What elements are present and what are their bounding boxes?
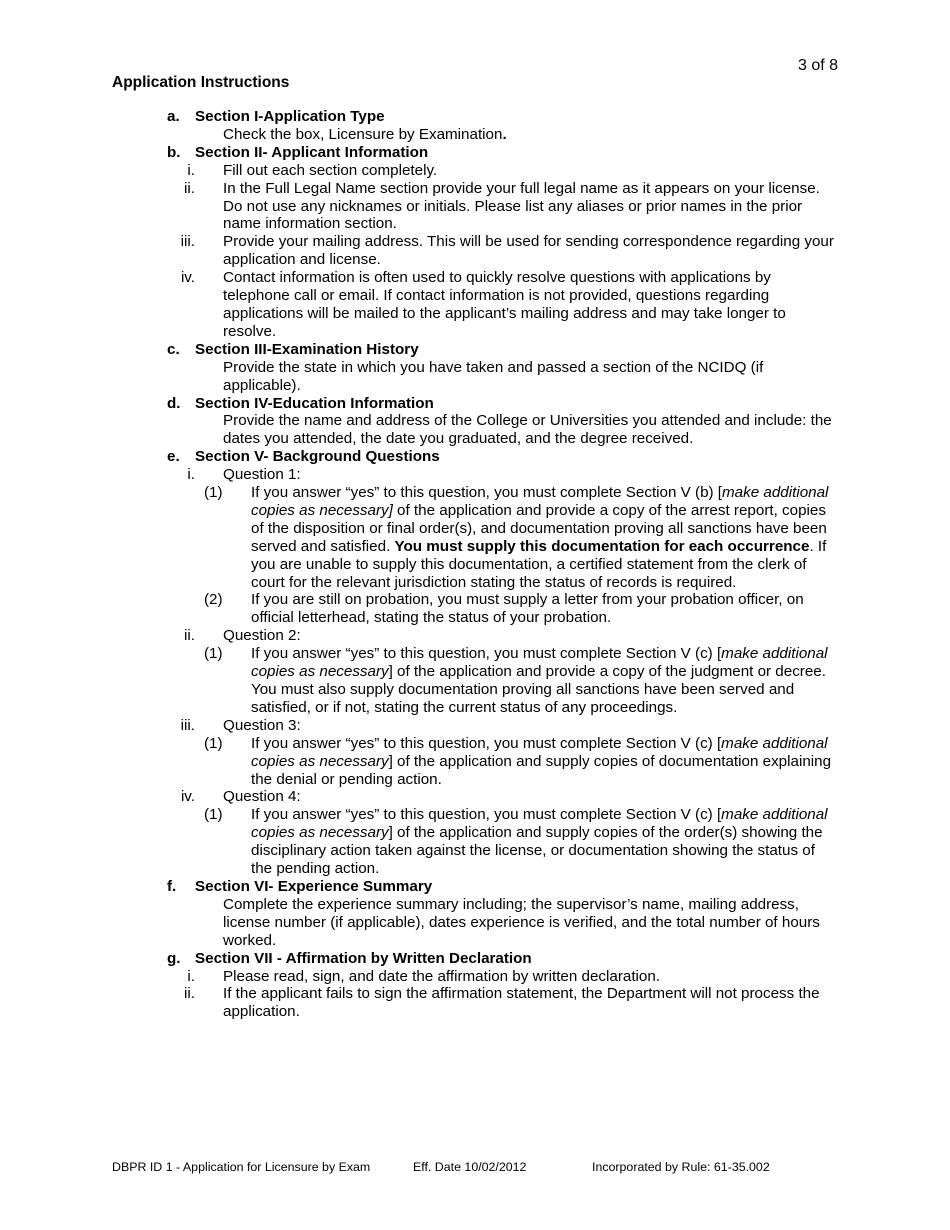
list-item-text: In the Full Legal Name section provide your full legal name as it appears on your license. Do not use any nicknames or initials. Please list any aliases or prior names in the prior name information section. (223, 179, 820, 233)
section-g-heading (0, 950, 950, 968)
text-run: If you answer “yes” to this question, you must complete Section V (c) [ (251, 734, 722, 752)
section-marker: g. (167, 949, 181, 967)
list-marker: i. (187, 161, 195, 179)
list-item-text: Please read, sign, and date the affirmation by written declaration. (223, 967, 661, 985)
list-item (0, 180, 950, 234)
section-marker: e. (167, 448, 180, 466)
question-2-item-1 (0, 645, 950, 717)
instructions-body (0, 108, 950, 1021)
text-run: of the application and provide a copy of the arrest report, copies of the disposition or final order(s), and documentation proving all sanctions have been served and satisfied. (251, 501, 827, 555)
list-marker: iv. (180, 269, 195, 287)
section-d-heading (0, 395, 950, 413)
italic-text: make additional copies as necessary (251, 645, 828, 681)
list-item-text: If the applicant fails to sign the affirmation statement, the Department will not process the application. (223, 985, 820, 1021)
body-text: Check the box, Licensure by Examination (223, 125, 503, 143)
list-marker: ii. (184, 179, 195, 197)
text-run: If you answer “yes” to this question, you must complete Section V (c) [ (251, 645, 722, 663)
list-marker: iv. (180, 788, 195, 806)
list-item-text (251, 645, 838, 717)
section-heading: Section III-Examination History (195, 340, 419, 358)
text-run: ] of the application and supply copies of documentation explaining the denial or pending action. (251, 752, 832, 788)
list-item (0, 233, 950, 269)
section-heading: Section I-Application Type (195, 108, 385, 125)
list-item (0, 968, 950, 986)
footer-eff-date: Eff. Date 10/02/2012 (413, 1160, 527, 1174)
footer-form-id: DBPR ID 1 - Application for Licensure by Exam (112, 1160, 371, 1174)
section-a-heading (0, 108, 950, 126)
list-marker: (1) (204, 806, 223, 824)
section-d-body: Provide the name and address of the College or Universities you attended and include: the dates you attended, the date you graduated, and the degree received. (223, 412, 832, 448)
section-b-heading (0, 144, 950, 162)
footer-rule: Incorporated by Rule: 61-35.002 (592, 1160, 770, 1174)
section-marker: d. (167, 394, 181, 412)
section-heading: Section V- Background Questions (195, 448, 440, 466)
list-marker: i. (187, 466, 195, 484)
text-run: ] of the application and provide a copy of the judgment or decree. You must also supply documentation proving all sanctions have been served and satisfied, or if not, stating the current status of any proceedings. (251, 663, 826, 716)
question-1-item-1 (0, 484, 950, 591)
section-heading: Section II- Applicant Information (195, 143, 429, 161)
question-label: Question 1: (223, 466, 301, 484)
italic-text: make additional copies as necessary (251, 734, 828, 770)
italic-text: make additional copies as necessary (251, 806, 828, 842)
list-item (0, 985, 950, 1021)
section-marker: a. (167, 108, 180, 125)
section-marker: c. (167, 340, 180, 358)
text-run: If you answer “yes” to this question, you must complete Section V (c) [ (251, 806, 722, 824)
section-a-body (223, 126, 838, 144)
list-item-text (251, 735, 838, 789)
section-heading: Section VI- Experience Summary (195, 877, 433, 895)
list-marker: (2) (204, 591, 223, 609)
question-label: Question 4: (223, 788, 301, 806)
section-marker: f. (167, 877, 177, 895)
section-e-heading (0, 448, 950, 466)
body-text-period: . (502, 125, 507, 143)
text-run: If you answer “yes” to this question, you must complete Section V (b) [ (251, 484, 723, 502)
list-marker: iii. (180, 233, 195, 251)
list-marker: ii. (184, 985, 195, 1003)
text-run: . If you are unable to supply this documentation, a certified statement from the clerk of court for the relevant jurisdiction stating the status of records is required. (251, 537, 827, 591)
list-item-text: If you are still on probation, you must supply a letter from your probation officer, on official letterhead, stating the status of your probation. (251, 591, 804, 627)
question-2 (0, 627, 950, 645)
list-item (0, 162, 950, 180)
question-3 (0, 717, 950, 735)
section-heading: Section VII - Affirmation by Written Declaration (195, 949, 532, 967)
question-label: Question 2: (223, 627, 301, 645)
list-marker: (1) (204, 484, 223, 502)
question-1-item-2 (0, 591, 950, 627)
list-marker: (1) (204, 645, 223, 663)
section-marker: b. (167, 143, 181, 161)
section-f-body: Complete the experience summary including; the supervisor’s name, mailing address, license number (if applicable), dates experience is verified, and the total number of hours worked. (223, 895, 820, 949)
bold-text: You must supply this documentation for each occurrence (394, 537, 810, 555)
list-marker: i. (187, 967, 195, 985)
list-marker: iii. (180, 716, 195, 734)
list-item-text (251, 806, 838, 878)
section-c-body: Provide the state in which you have taken and passed a section of the NCIDQ (if applicable). (223, 358, 764, 394)
section-f-heading (0, 878, 950, 896)
italic-text: make additional copies as necessary] (251, 484, 829, 519)
section-c-heading (0, 341, 950, 359)
list-marker: (1) (204, 734, 223, 752)
question-3-item-1 (0, 735, 950, 789)
section-heading: Section IV-Education Information (195, 394, 434, 412)
list-item-text: Fill out each section completely. (223, 161, 438, 179)
list-item (0, 269, 950, 341)
question-label: Question 3: (223, 716, 301, 734)
question-1 (0, 466, 950, 484)
text-run: ] of the application and supply copies of the order(s) showing the disciplinary action taken against the license, or documentation showing the status of the pending action. (251, 824, 823, 878)
page-title: Application Instructions (112, 74, 290, 91)
list-item-text: Provide your mailing address. This will be used for sending correspondence regarding your application and license. (223, 233, 834, 269)
page-number: 3 of 8 (798, 57, 839, 74)
list-item-text (251, 484, 838, 591)
question-4 (0, 788, 950, 806)
list-marker: ii. (184, 627, 195, 645)
question-4-item-1 (0, 806, 950, 878)
list-item-text: Contact information is often used to quickly resolve questions with applications by telephone call or email. If contact information is not provided, questions regarding applications will be mailed to the applicant’s mailing address and may take longer to resolve. (223, 269, 786, 340)
